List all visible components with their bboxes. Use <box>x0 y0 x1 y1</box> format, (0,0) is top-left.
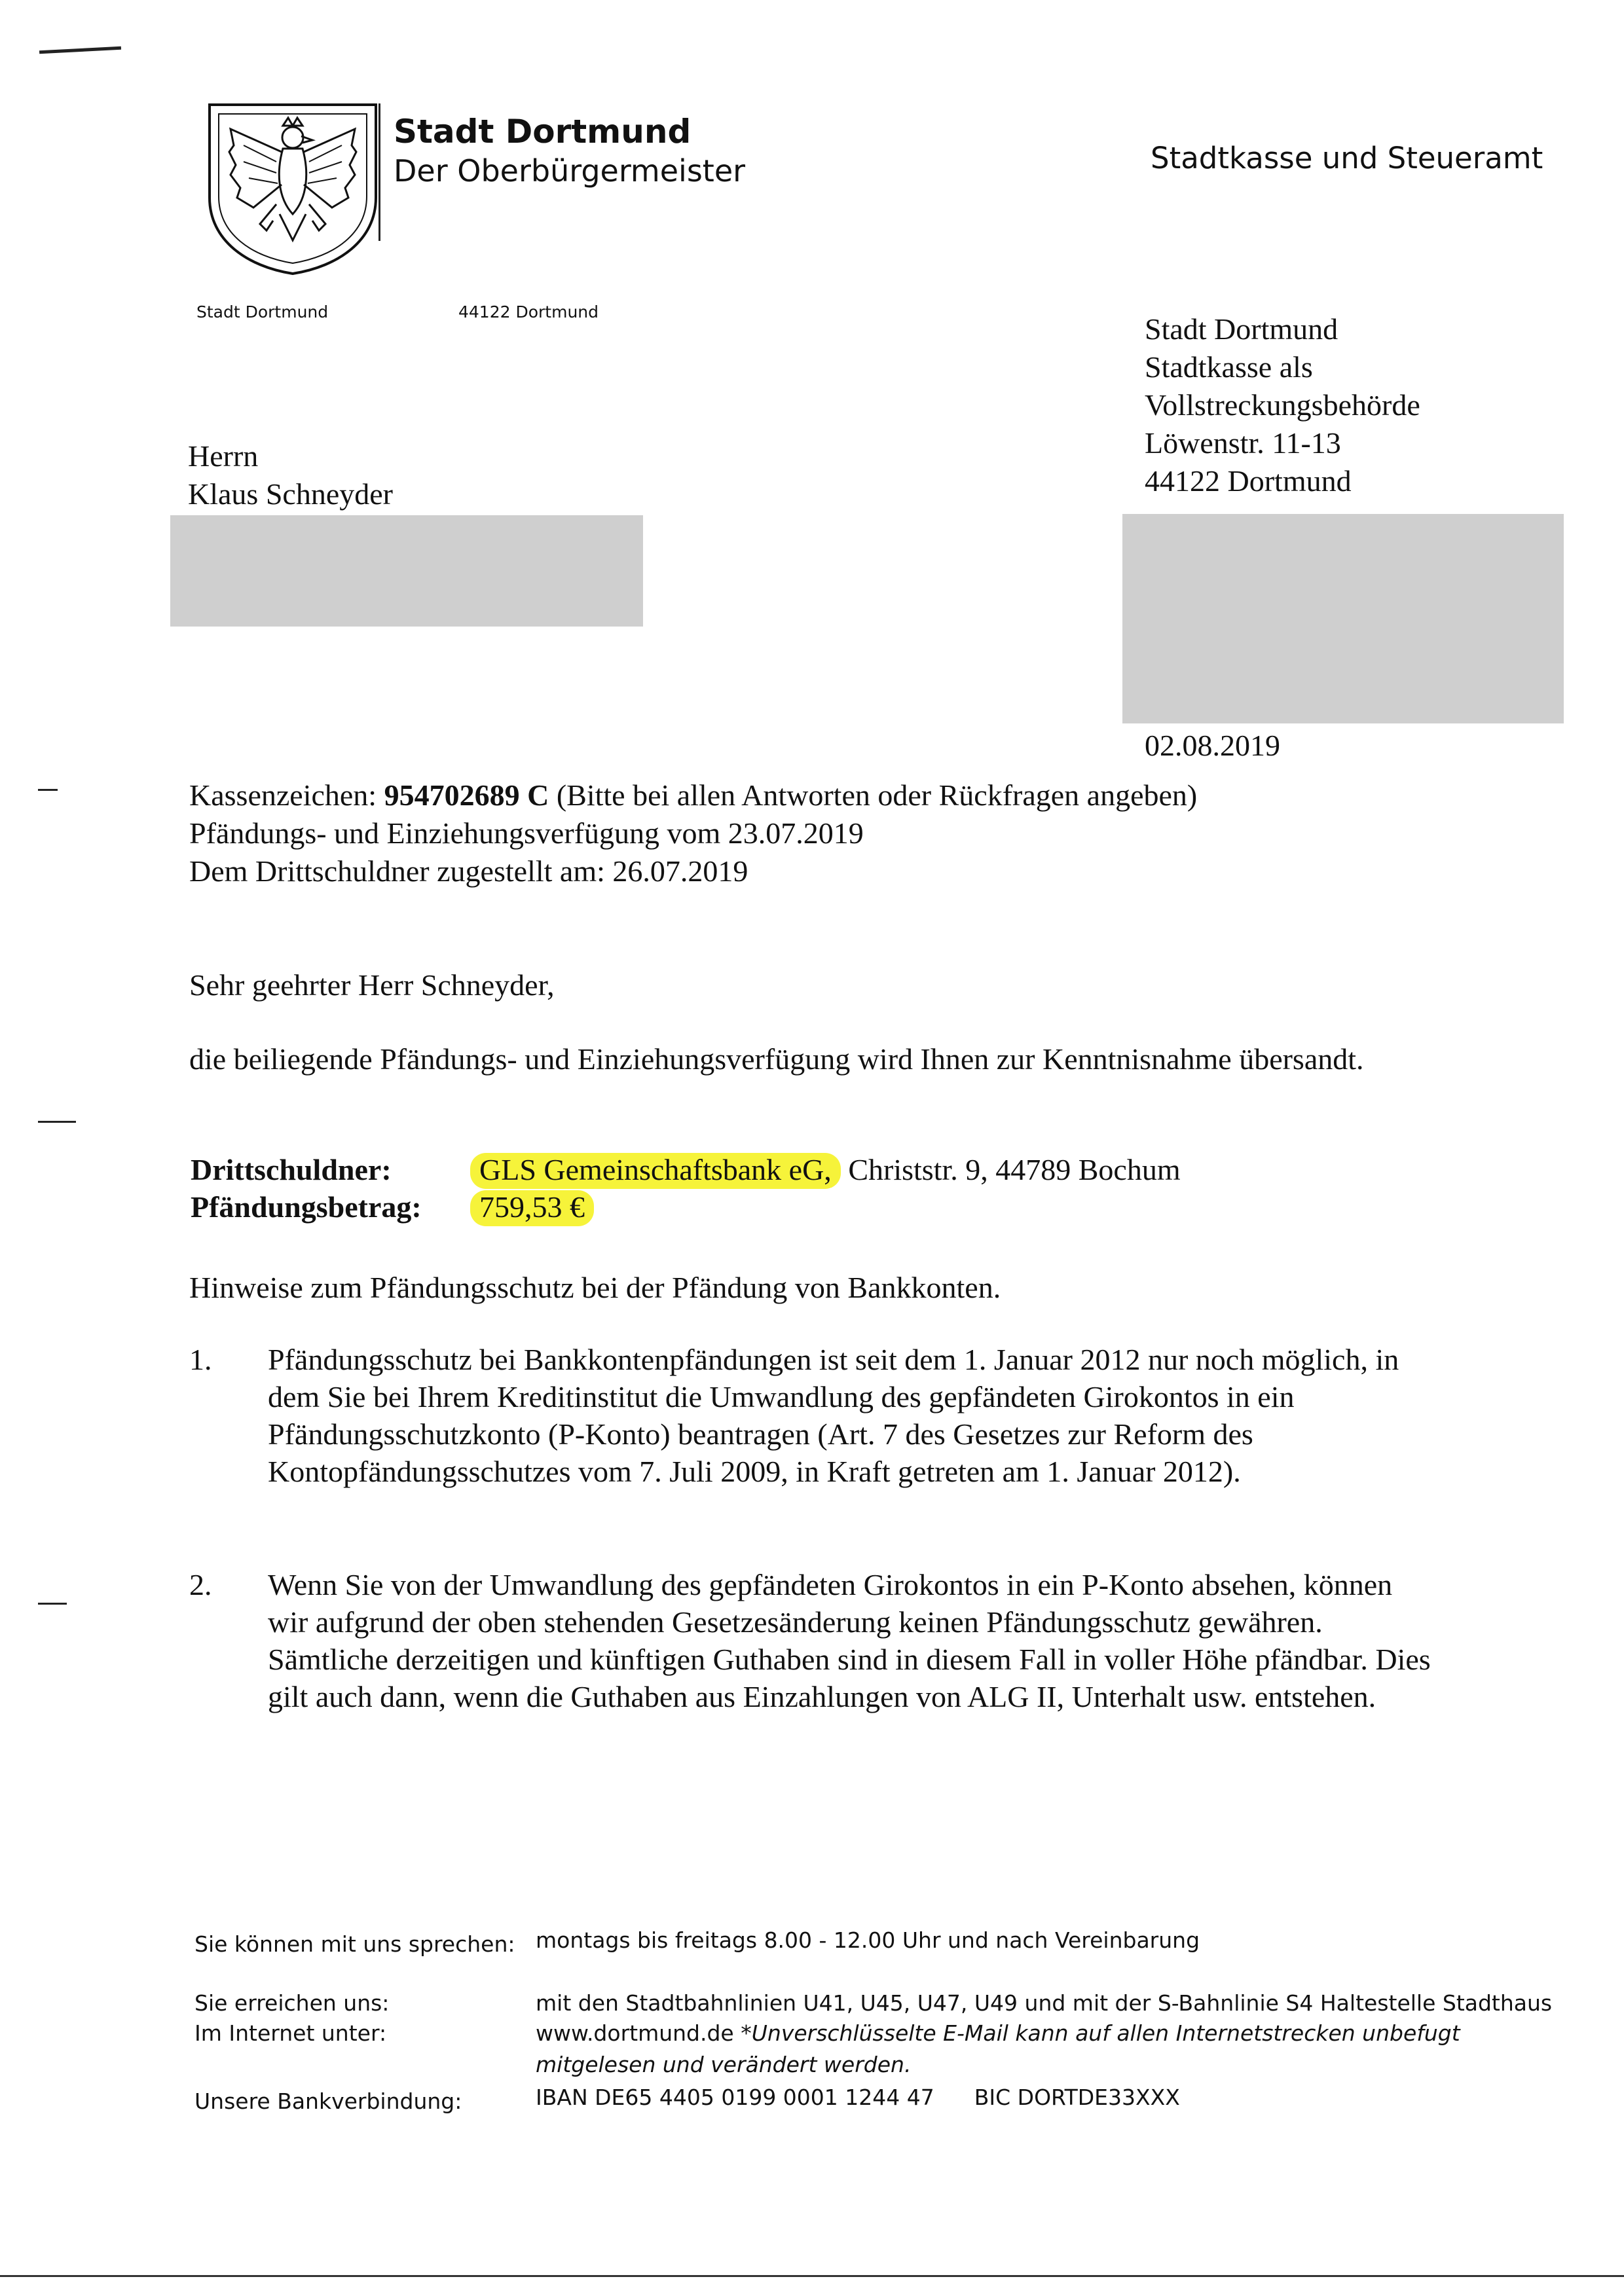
salutation: Sehr geehrter Herr Schneyder, <box>189 968 555 1002</box>
footer-hours-label: Sie können mit uns sprechen: <box>194 1931 515 1957</box>
amount-value-wrap <box>479 1190 594 1224</box>
footer-reach-value: mit den Stadtbahnlinien U41, U45, U47, U49 und mit der S-Bahnlinie S4 Haltestelle Stadthaus <box>536 1990 1553 2016</box>
third-party-address: Christstr. 9, 44789 Bochum <box>848 1153 1181 1186</box>
footer-web-note: *Unverschlüsselte E-Mail kann auf allen Internetstrecken unbefugt mitgelesen und verändert werden. <box>536 2020 1460 2077</box>
reference-block <box>189 776 1197 890</box>
bottom-rule <box>0 2275 1624 2277</box>
footer-bank-value <box>536 2082 1557 2113</box>
authority-line: Löwenstr. 11-13 <box>1145 426 1341 460</box>
notice-item-text: Wenn Sie von der Umwandlung des gepfändeten Girokontos in ein P-Konto absehen, können wir aufgrund der oben stehenden Gesetzesänderung keinen Pfändungsschutz gewähren. Sämtliche derzeitigen und künftigen Guthaben sind in diesem Fall in voller Höhe pfändbar. Dies gilt auch dann, wenn die Guthaben aus Einzahlungen von ALG II, Unterhalt usw. entstehen. <box>268 1568 1431 1713</box>
footer-reach-label: Sie erreichen uns: <box>194 1990 390 2016</box>
redacted-contact-block <box>1122 514 1564 723</box>
notice-heading: Hinweise zum Pfändungsschutz bei der Pfändung von Bankkonten. <box>189 1271 1001 1304</box>
footer-web-value <box>536 2018 1557 2081</box>
authority-line: 44122 Dortmund <box>1145 464 1352 498</box>
recipient-salutation: Herrn <box>188 439 259 473</box>
redacted-recipient-address <box>170 515 643 627</box>
third-party-label: Drittschuldner: <box>191 1153 392 1186</box>
intro-paragraph: die beiliegende Pfändungs- und Einziehungsverfügung wird Ihnen zur Kenntnisnahme übersandt. <box>189 1042 1364 1076</box>
sender-line-zip: 44122 Dortmund <box>458 302 599 321</box>
org-subtitle: Der Oberbürgermeister <box>394 153 746 189</box>
reference-served-line: Dem Drittschuldner zugestellt am: 26.07.2019 <box>189 854 748 888</box>
third-party-name: GLS Gemeinschaftsbank eG, <box>470 1153 841 1189</box>
recipient-name: Klaus Schneyder <box>188 477 393 511</box>
reference-note: (Bitte bei allen Antworten oder Rückfragen angeben) <box>556 778 1198 812</box>
notice-item-text: Pfändungsschutz bei Bankkontenpfändungen ist seit dem 1. Januar 2012 nur noch möglich, in dem Sie bei Ihrem Kreditinstitut die Umwandlung des gepfändeten Girokontos in ein Pfändungsschutzkonto (P-Konto) beantragen (Art. 7 des Gesetzes zur Reform des Kontopfändungsschutzes vom 7. Juli 2009, in Kraft getreten am 1. Januar 2012). <box>268 1343 1399 1488</box>
reference-number: 954702689 C <box>384 778 549 812</box>
notice-item-number: 1. <box>189 1343 212 1376</box>
scan-mark <box>39 46 121 54</box>
footer-web-link[interactable]: www.dortmund.de <box>536 2020 734 2046</box>
authority-line: Stadtkasse als <box>1145 350 1313 384</box>
footer-bank-label: Unsere Bankverbindung: <box>194 2088 462 2114</box>
amount-value: 759,53 € <box>470 1190 594 1226</box>
org-name: Stadt Dortmund <box>394 113 692 151</box>
sender-line-city: Stadt Dortmund <box>196 302 329 321</box>
scan-mark <box>38 789 58 791</box>
reference-order-line: Pfändungs- und Einziehungsverfügung vom 23.07.2019 <box>189 816 864 850</box>
authority-line: Stadt Dortmund <box>1145 312 1338 346</box>
notice-item-number: 2. <box>189 1568 212 1601</box>
footer-hours-value: montags bis freitags 8.00 - 12.00 Uhr und nach Vereinbarung <box>536 1927 1200 1953</box>
authority-line: Vollstreckungsbehörde <box>1145 388 1420 422</box>
letter-date: 02.08.2019 <box>1145 729 1280 762</box>
third-party-value <box>479 1152 1181 1187</box>
dortmund-eagle-crest-icon <box>204 100 381 276</box>
scan-mark <box>38 1121 76 1123</box>
footer-bank-bic: BIC DORTDE33XXX <box>974 2085 1180 2110</box>
footer-bank-iban: IBAN DE65 4405 0199 0001 1244 47 <box>536 2085 934 2110</box>
amount-label: Pfändungsbetrag: <box>191 1190 422 1224</box>
reference-label: Kassenzeichen: <box>189 778 377 812</box>
footer-web-label: Im Internet unter: <box>194 2020 387 2046</box>
header-separator <box>378 103 380 241</box>
authority-address <box>1145 310 1420 500</box>
scan-mark <box>38 1603 67 1605</box>
department: Stadtkasse und Steueramt <box>1151 141 1543 175</box>
reference-line <box>189 776 1197 814</box>
recipient-address <box>188 437 393 513</box>
